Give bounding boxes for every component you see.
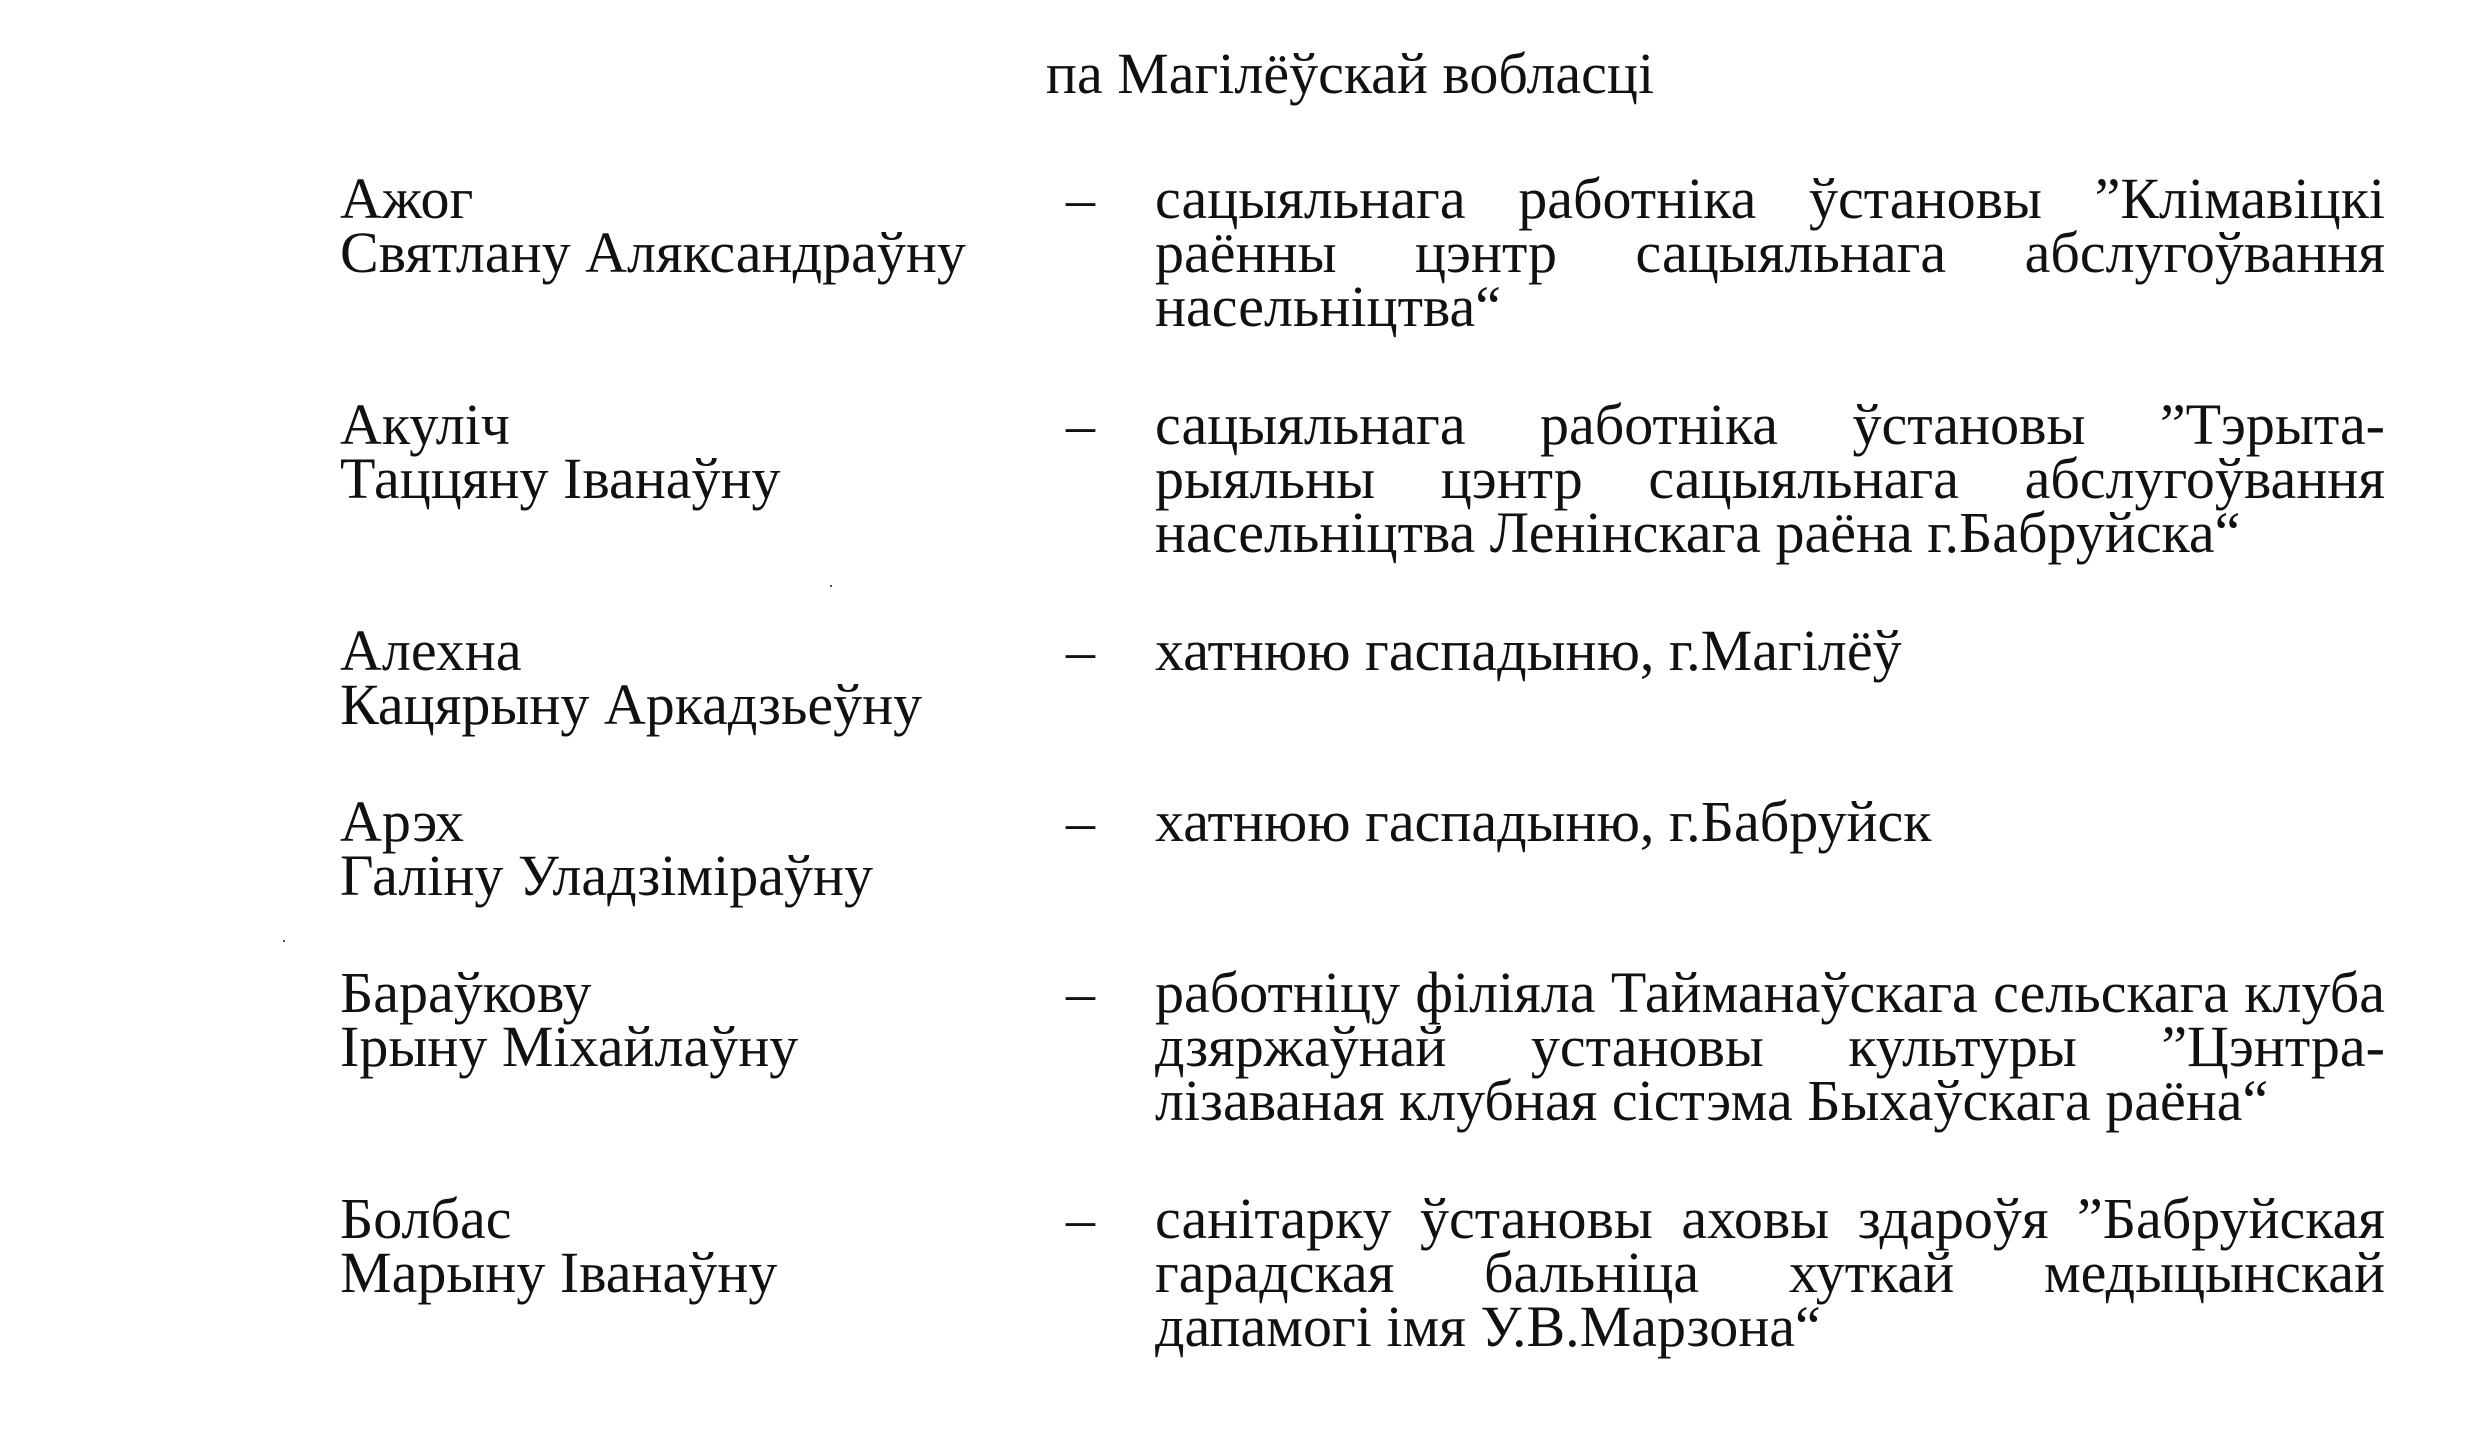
recipient-given-names: Марыну Іванаўну [340, 1240, 778, 1305]
description-line: гарадская бальніца хуткай медыцынскай [1155, 1240, 2385, 1305]
recipient-surname: Акуліч [340, 392, 510, 457]
recipient-given-names: Таццяну Іванаўну [340, 446, 781, 511]
description-line: насельніцтва“ [1155, 274, 1502, 339]
description-line: раённы цэнтр сацыяльнага абслугоўвання [1155, 220, 2385, 285]
entry-dash: – [1066, 960, 1095, 1025]
recipient-given-names: Святлану Аляксандраўну [340, 220, 966, 285]
description-line: работніцу філіяла Тайманаўскага сельскага клуба [1155, 960, 2385, 1025]
recipient-given-names: Галіну Уладзіміраўну [340, 843, 873, 908]
recipient-description [1155, 392, 2385, 565]
description-line: сацыяльнага работніка ўстановы ”Тэрыта- [1155, 392, 2385, 457]
scan-speck [283, 940, 285, 942]
recipient-description [1155, 618, 2385, 683]
entry-dash: – [1066, 1186, 1095, 1251]
description-line: санітарку ўстановы аховы здароўя ”Бабруйская [1155, 1186, 2385, 1251]
entry-dash: – [1066, 392, 1095, 457]
recipient-description [1155, 789, 2385, 854]
recipient-surname: Бараўкову [340, 960, 592, 1025]
description-line: насельніцтва Ленінскага раёна г.Бабруйска“ [1155, 500, 2241, 565]
scan-speck [830, 585, 832, 587]
description-line: хатнюю гаспадыню, г.Магілёў [1155, 618, 1902, 683]
recipient-name [340, 789, 1040, 908]
recipient-description [1155, 166, 2385, 339]
recipient-name [340, 1186, 1040, 1305]
description-line: сацыяльнага работніка ўстановы ”Клімавіцкі [1155, 166, 2385, 231]
entry-dash: – [1066, 789, 1095, 854]
recipient-name [340, 618, 1040, 737]
section-heading: па Магілёўскай вобласці [1045, 41, 1655, 106]
recipient-name [340, 392, 1040, 511]
recipient-surname: Алехна [340, 618, 522, 683]
recipient-given-names: Кацярыну Аркадзьеўну [340, 672, 923, 737]
recipient-name [340, 166, 1040, 285]
entry-dash: – [1066, 166, 1095, 231]
recipient-surname: Арэх [340, 789, 464, 854]
entry-dash: – [1066, 618, 1095, 683]
description-line: лізаваная клубная сістэма Быхаўскага раёна“ [1155, 1068, 2269, 1133]
description-line: дапамогі імя У.В.Марзона“ [1155, 1294, 1821, 1359]
description-line: дзяржаўнай установы культуры ”Цэнтра- [1155, 1014, 2385, 1079]
recipient-description [1155, 1186, 2385, 1359]
description-line: рыяльны цэнтр сацыяльнага абслугоўвання [1155, 446, 2385, 511]
description-line: хатнюю гаспадыню, г.Бабруйск [1155, 789, 1932, 854]
recipient-surname: Ажог [340, 166, 474, 231]
recipient-description [1155, 960, 2385, 1133]
recipient-given-names: Ірыну Міхайлаўну [340, 1014, 799, 1079]
recipient-surname: Болбас [340, 1186, 512, 1251]
recipient-name [340, 960, 1040, 1079]
